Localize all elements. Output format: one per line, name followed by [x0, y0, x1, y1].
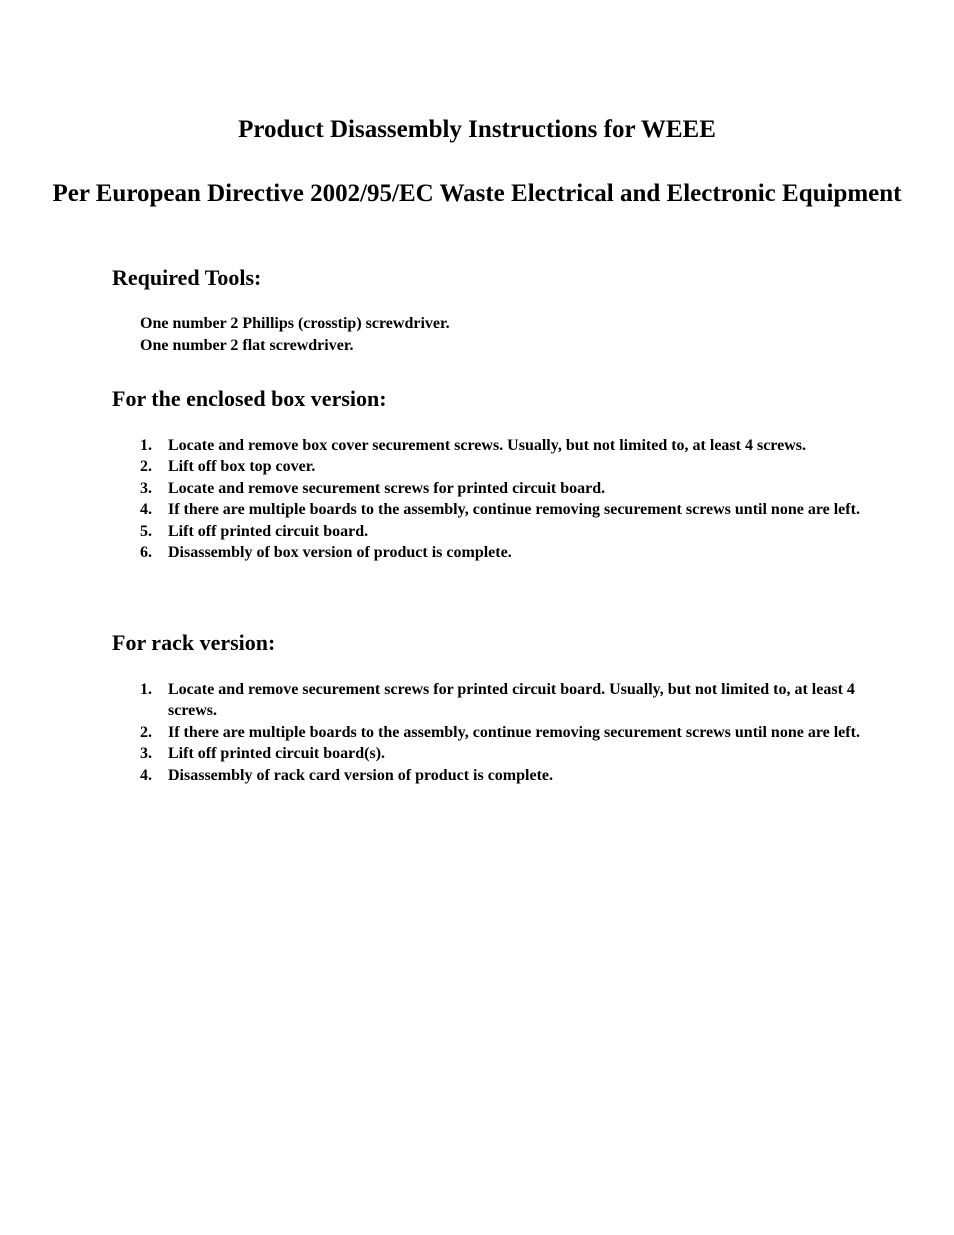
- step-number: 2.: [140, 458, 152, 476]
- box-version-steps: [140, 435, 860, 563]
- list-item: [140, 478, 860, 499]
- step-text: Lift off printed circuit board(s).: [168, 745, 386, 763]
- step-number: 3.: [140, 479, 152, 497]
- step-text: Disassembly of rack card version of product is complete.: [168, 766, 553, 784]
- step-text: Locate and remove securement screws for printed circuit board.: [168, 479, 606, 497]
- step-number: 2.: [140, 723, 152, 741]
- list-item: [140, 521, 860, 542]
- step-number: 3.: [140, 745, 152, 763]
- list-item: [140, 722, 860, 743]
- list-item: [140, 765, 860, 786]
- tool-item: One number 2 flat screwdriver.: [140, 336, 354, 354]
- box-version-heading: For the enclosed box version:: [112, 386, 387, 411]
- step-text: If there are multiple boards to the assembly, continue removing securement screws until none are left.: [168, 723, 860, 741]
- required-tools-list: [140, 313, 450, 356]
- list-item: [140, 499, 860, 520]
- step-number: 4.: [140, 501, 152, 519]
- step-number: 1.: [140, 437, 152, 454]
- document-title: Product Disassembly Instructions for WEEE: [238, 116, 716, 143]
- step-text: Disassembly of box version of product is complete.: [168, 544, 512, 562]
- list-item: [140, 679, 860, 722]
- step-text: Lift off box top cover.: [168, 458, 316, 476]
- step-number: 6.: [140, 544, 152, 562]
- step-text: Locate and remove box cover securement screws. Usually, but not limited to, at least 4 screws.: [168, 437, 806, 454]
- step-number: 5.: [140, 522, 152, 540]
- rack-version-steps: [140, 679, 860, 786]
- rack-version-heading: For rack version:: [112, 630, 276, 655]
- step-text: If there are multiple boards to the assembly, continue removing securement screws until none are left.: [168, 501, 860, 519]
- step-number: 4.: [140, 766, 152, 784]
- list-item: [140, 456, 860, 477]
- step-text: Locate and remove securement screws for printed circuit board. Usually, but not limited to, at least 4 screws.: [168, 681, 855, 720]
- list-item: [140, 435, 860, 456]
- step-text: Lift off printed circuit board.: [168, 522, 369, 540]
- step-number: 1.: [140, 681, 152, 698]
- document-subtitle: Per European Directive 2002/95/EC Waste Electrical and Electronic Equipment: [52, 180, 902, 207]
- tool-item: One number 2 Phillips (crosstip) screwdriver.: [140, 315, 450, 332]
- list-item: [140, 542, 860, 563]
- list-item: [140, 743, 860, 764]
- required-tools-heading: Required Tools:: [112, 265, 262, 290]
